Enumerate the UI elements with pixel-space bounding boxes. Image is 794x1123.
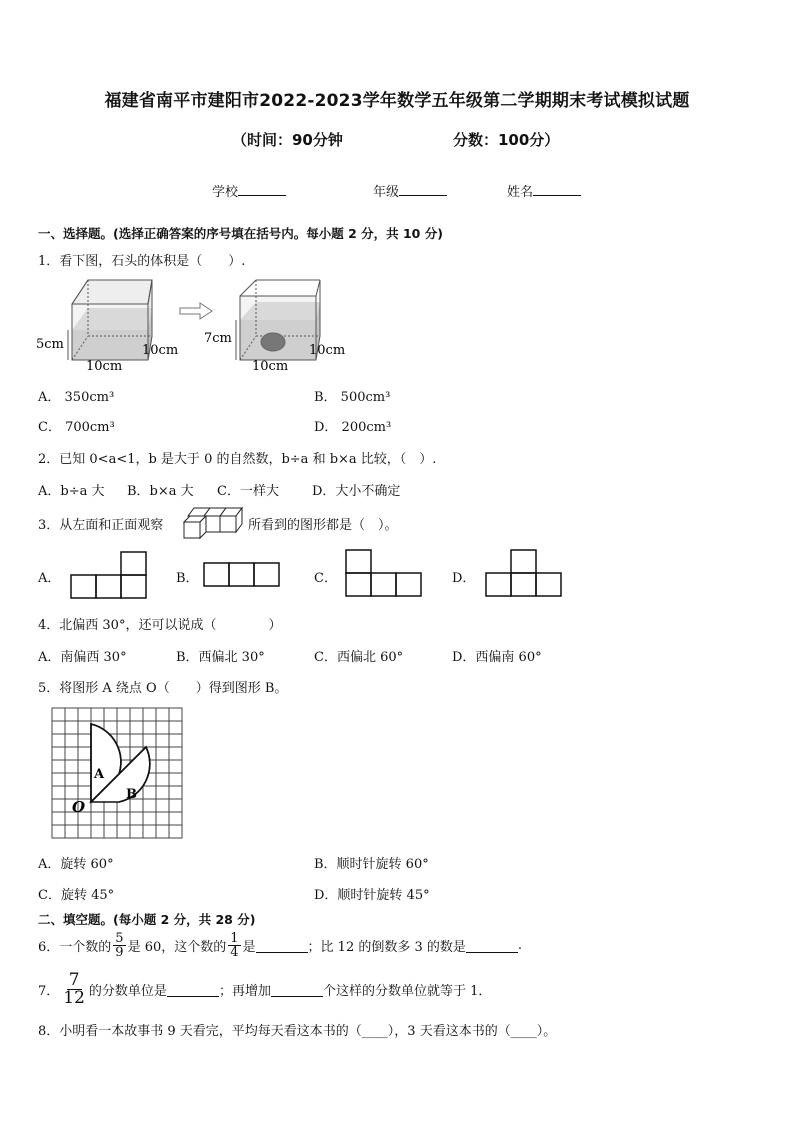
q5-grid-figure (50, 706, 184, 840)
grade-label: 年级 (373, 185, 400, 200)
q3-option-d-figure[interactable] (485, 548, 565, 600)
q6-line (38, 932, 522, 959)
school-field[interactable] (212, 181, 286, 200)
q7-numerator: 7 (68, 970, 80, 990)
q4-option-b[interactable]: B．西偏北 30° (176, 650, 265, 665)
q1-d2-label: 10cm (309, 343, 346, 358)
q2-stem: 2．已知 0<a<1，b 是大于 0 的自然数，b÷a 和 b×a 比较，（ ）. (38, 452, 437, 467)
name-label: 姓名 (507, 185, 534, 200)
section2-heading: 二、填空题。(每小题 2 分，共 28 分) (38, 912, 256, 927)
q7-text-2: 的分数单位是 (88, 984, 167, 999)
grade-field[interactable] (373, 181, 447, 200)
q7-fraction (61, 972, 87, 1007)
q1-stem: 1．看下图，石头的体积是（ ）. (38, 254, 246, 269)
q6-text-4: ；比 12 的倒数多 3 的数是 (307, 940, 466, 955)
q1-option-d[interactable]: D． 200cm³ (314, 420, 392, 435)
q6-text-5: . (517, 938, 523, 953)
q5-option-d[interactable]: D．顺时针旋转 45° (314, 888, 430, 903)
q7-text-1: 7． (38, 984, 60, 999)
page-title: 福建省南平市建阳市2022-2023学年数学五年级第二学期期末考试模拟试题 (104, 91, 690, 111)
q6-text-2: 是 60，这个数的 (127, 940, 227, 955)
q1-option-a[interactable]: A． 350cm³ (38, 390, 115, 405)
q6-f1-numerator: 5 (115, 931, 124, 946)
q1-w2-label: 10cm (252, 359, 289, 374)
q6-f2-denominator: 4 (230, 945, 239, 960)
q1-figure (36, 276, 356, 374)
q3-option-c[interactable]: C． (314, 571, 337, 586)
q7-line (38, 972, 491, 1007)
q6-fraction-1 (113, 932, 125, 959)
school-blank[interactable] (238, 195, 286, 196)
q6-f1-denominator: 9 (115, 945, 124, 960)
q1-option-c[interactable]: C． 700cm³ (38, 420, 115, 435)
q2-option-b[interactable]: B．b×a 大 (127, 484, 194, 499)
q3-option-a-figure[interactable] (70, 550, 150, 600)
q5-label-b: B (126, 787, 137, 802)
q4-stem: 4．北偏西 30°，还可以说成（ ） (38, 618, 282, 633)
q2-option-a[interactable]: A．b÷a 大 (38, 484, 105, 499)
q5-stem: 5．将图形 A 绕点 O（ ）得到图形 B。 (38, 681, 288, 696)
q5-option-a[interactable]: A．旋转 60° (38, 857, 114, 872)
name-field[interactable] (507, 181, 581, 200)
q6-fraction-2 (228, 932, 240, 959)
school-label: 学校 (212, 185, 239, 200)
q7-blank-1[interactable] (167, 982, 219, 997)
q6-blank-1[interactable] (256, 938, 308, 953)
q6-text-1: 6．一个数的 (38, 940, 112, 955)
q6-blank-2[interactable] (466, 938, 518, 953)
q3-option-a[interactable]: A． (38, 571, 61, 586)
cube-before (68, 280, 152, 360)
q1-d1-label: 10cm (142, 343, 179, 358)
arrow-icon (180, 303, 212, 319)
q5-label-o: O (72, 798, 86, 816)
q4-option-c[interactable]: C．西偏北 60° (314, 650, 404, 665)
q2-option-c[interactable]: C．一样大 (217, 484, 279, 499)
q8-stem: 8．小明看一本故事书 9 天看完，平均每天看这本书的（____），3 天看这本书的（____）。 (38, 1024, 557, 1039)
q4-option-d[interactable]: D．西偏南 60° (452, 650, 542, 665)
q3-solid-figure (180, 502, 246, 540)
q5-option-b[interactable]: B．顺时针旋转 60° (314, 857, 429, 872)
q1-w1-label: 10cm (86, 359, 123, 374)
q3-option-d[interactable]: D． (452, 571, 476, 586)
q3-stem-pre: 3．从左面和正面观察 (38, 518, 164, 533)
q7-denominator: 12 (63, 988, 85, 1008)
q1-h2-label: 7cm (204, 331, 232, 346)
q7-text-3: ；再增加 (218, 984, 271, 999)
exam-time: （时间：90分钟 (232, 131, 343, 149)
q3-option-c-figure[interactable] (344, 548, 424, 600)
q4-option-a[interactable]: A．南偏西 30° (38, 650, 127, 665)
q1-h1-label: 5cm (36, 337, 64, 352)
cube-after (236, 280, 320, 360)
section1-heading: 一、选择题。(选择正确答案的序号填在括号内。每小题 2 分，共 10 分) (38, 226, 443, 241)
q5-label-a: A (94, 767, 105, 782)
q1-option-b[interactable]: B． 500cm³ (314, 390, 391, 405)
q7-text-4: 个这样的分数单位就等于 1． (322, 984, 492, 999)
q7-blank-2[interactable] (271, 982, 323, 997)
q6-f2-numerator: 1 (230, 931, 239, 946)
q3-option-b[interactable]: B． (176, 571, 199, 586)
q5-option-c[interactable]: C．旋转 45° (38, 888, 115, 903)
q6-text-3: 是 (242, 940, 256, 955)
grade-blank[interactable] (399, 195, 447, 196)
q3-stem-post: 所看到的图形都是（ ）。 (248, 518, 398, 533)
exam-score: 分数：100分） (453, 131, 560, 149)
q3-option-b-figure[interactable] (202, 560, 282, 590)
q2-option-d[interactable]: D．大小不确定 (312, 484, 401, 499)
name-blank[interactable] (533, 195, 581, 196)
